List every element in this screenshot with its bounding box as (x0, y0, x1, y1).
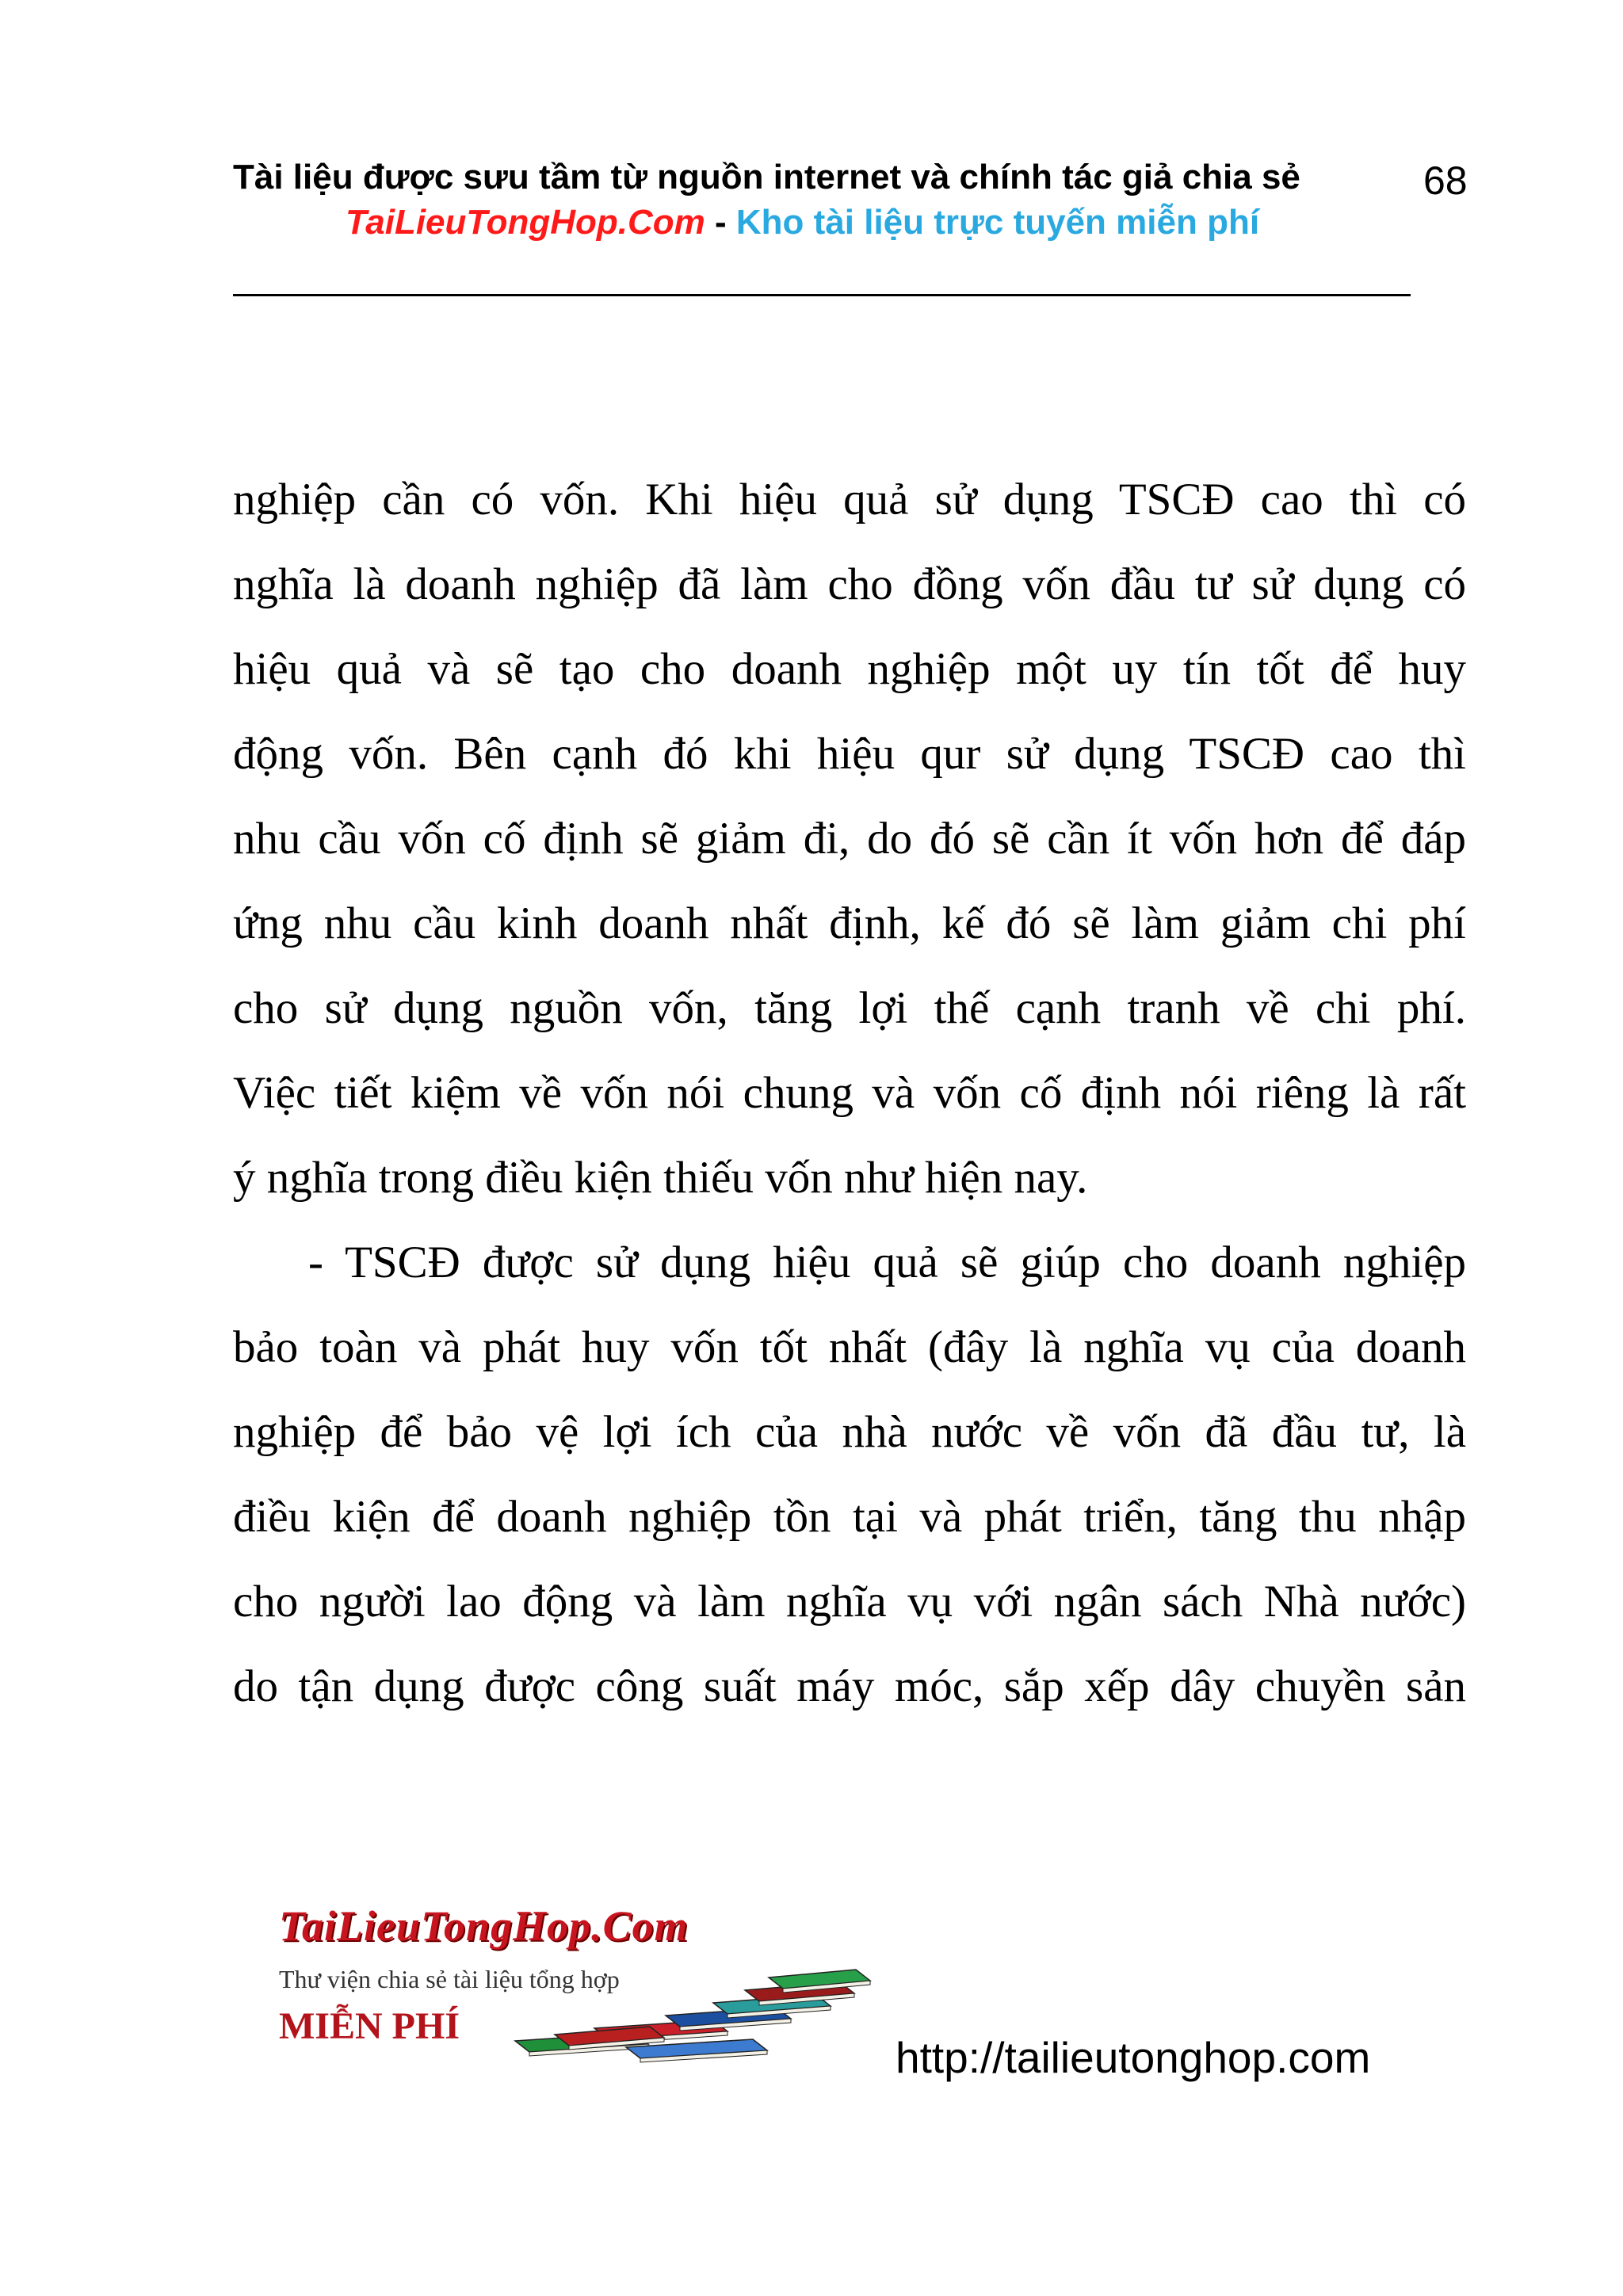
page-header (233, 155, 1469, 200)
header-separator: - (705, 203, 736, 242)
body-line: động vốn. Bên cạnh đó khi hiệu qur sử dụng TSCĐ cao thì (233, 729, 1466, 779)
body-line: cho sử dụng nguồn vốn, tăng lợi thế cạnh tranh về chi phí. (233, 983, 1466, 1033)
books-icon (507, 1968, 880, 2063)
body-line: hiệu quả và sẽ tạo cho doanh nghiệp một uy tín tốt để huy (233, 644, 1466, 694)
header-tagline: Kho tài liệu trực tuyến miễn phí (735, 203, 1260, 242)
logo-title: TaiLieuTongHop.Com (279, 1902, 689, 1950)
header-source-note: Tài liệu được sưu tầm từ nguồn internet và chính tác giả chia sẻ (233, 158, 1300, 196)
body-line: bảo toàn và phát huy vốn tốt nhất (đây là nghĩa vụ của doanh (233, 1322, 1466, 1372)
body-line: ứng nhu cầu kinh doanh nhất định, kế đó sẽ làm giảm chi phí (233, 898, 1466, 948)
body-line: Việc tiết kiệm về vốn nói chung và vốn cố định nói riêng là rất (233, 1068, 1466, 1118)
footer-logo[interactable] (269, 1901, 888, 2076)
body-line: ý nghĩa trong điều kiện thiếu vốn như hiện nay. (233, 1153, 1088, 1203)
document-body (233, 457, 1466, 1729)
page-number: 68 (1423, 158, 1468, 203)
header-brand-line (346, 200, 1259, 245)
body-line: nhu cầu vốn cố định sẽ giảm đi, do đó sẽ cần ít vốn hơn để đáp (233, 814, 1466, 864)
logo-free-label: MIỄN PHÍ (279, 2005, 460, 2047)
body-line: nghĩa là doanh nghiệp đã làm cho đồng vốn đầu tư sử dụng có (233, 559, 1466, 609)
body-line: nghiệp cần có vốn. Khi hiệu quả sử dụng TSCĐ cao thì có (233, 475, 1466, 524)
body-line: nghiệp để bảo vệ lợi ích của nhà nước về vốn đã đầu tư, là (233, 1407, 1466, 1457)
body-line: do tận dụng được công suất máy móc, sắp xếp dây chuyền sản (233, 1661, 1466, 1711)
body-line: - TSCĐ được sử dụng hiệu quả sẽ giúp cho doanh nghiệp (308, 1238, 1466, 1287)
body-line: cho người lao động và làm nghĩa vụ với ngân sách Nhà nước) (233, 1577, 1466, 1627)
footer-url-link[interactable]: http://tailieutonghop.com (896, 2033, 1371, 2082)
header-brand-link[interactable]: TaiLieuTongHop.Com (346, 203, 705, 242)
header-divider (233, 294, 1411, 296)
body-line: điều kiện để doanh nghiệp tồn tại và phát triển, tăng thu nhập (233, 1492, 1466, 1542)
logo-subtitle: Thư viện chia sẻ tài liệu tổng hợp (279, 1965, 620, 1993)
